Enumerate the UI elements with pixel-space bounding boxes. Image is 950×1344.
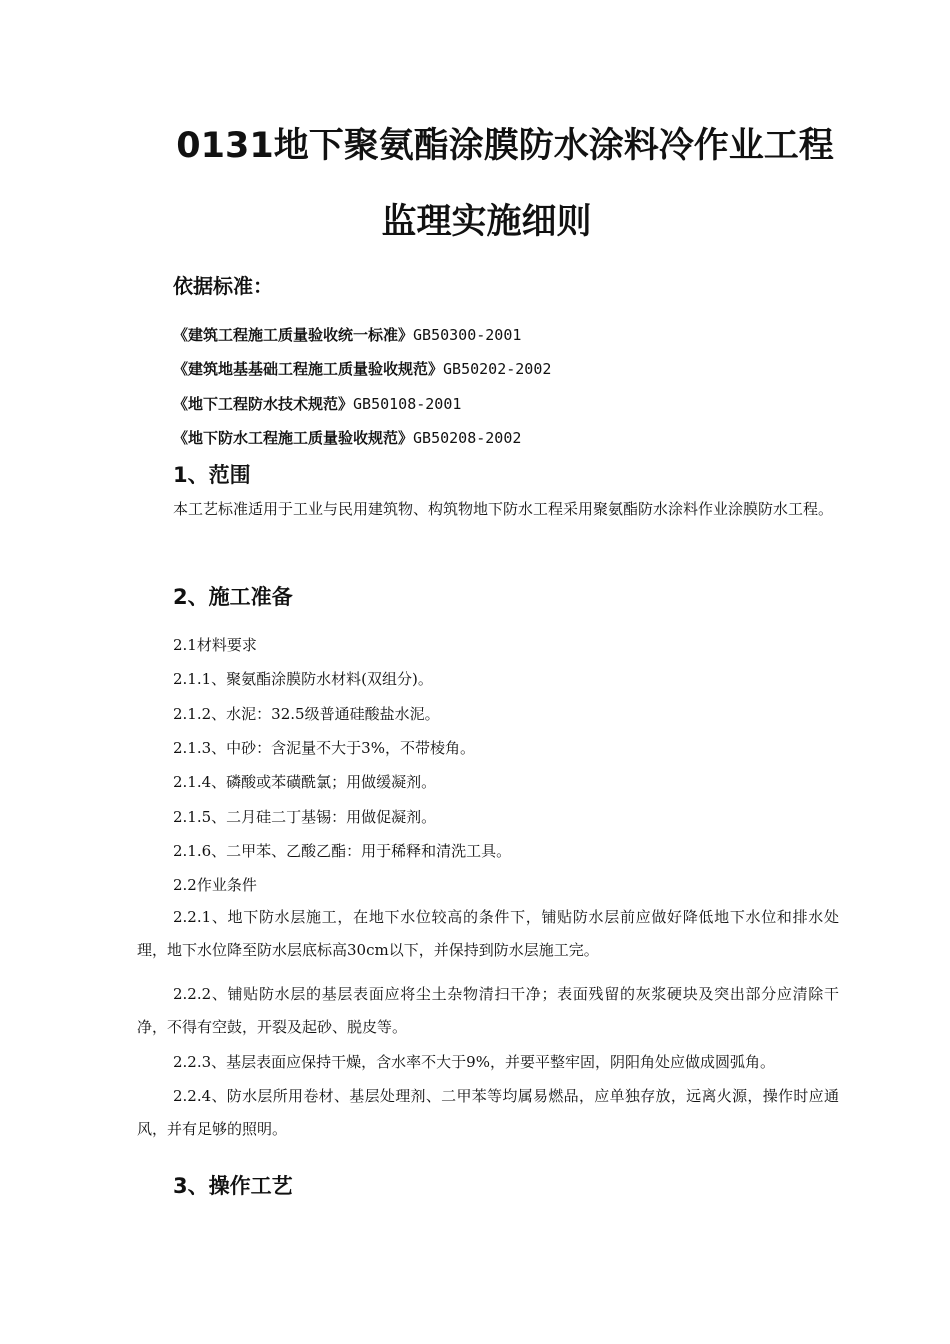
- section-heading-scope: 1、范围: [173, 463, 251, 487]
- standard-item: [173, 358, 551, 379]
- material-item: 2.1.1、聚氨酯涂膜防水材料(双组分)。: [173, 670, 433, 688]
- section-heading-preparation: 2、施工准备: [173, 585, 293, 609]
- standard-name: 《地下工程防水技术规范》: [173, 395, 354, 413]
- section-heading-operation: 3、操作工艺: [173, 1174, 293, 1198]
- material-item: 2.1.5、二月硅二丁基锡：用做促凝剂。: [173, 808, 437, 826]
- standard-name: 《建筑工程施工质量验收统一标准》: [173, 326, 414, 344]
- subsection-conditions: 2.2作业条件: [173, 876, 257, 894]
- scope-paragraph: 本工艺标准适用于工业与民用建筑物、构筑物地下防水工程采用聚氨酯防水涂料作业涂膜防水工程。: [173, 500, 834, 518]
- material-item: 2.1.6、二甲苯、乙酸乙酯：用于稀释和清洗工具。: [173, 842, 512, 860]
- standard-code: GB50300-2001: [413, 326, 522, 344]
- standard-item: [173, 324, 521, 345]
- subsection-materials: 2.1材料要求: [173, 636, 257, 654]
- standard-code: GB50208-2002: [413, 429, 522, 447]
- document-title-line2: 监理实施细则: [381, 202, 592, 242]
- condition-paragraph: 2.2.1、地下防水层施工，在地下水位较高的条件下，铺贴防水层前应做好降低地下水位和排水处理，地下水位降至防水层底标高30cm以下，并保持到防水层施工完。: [137, 908, 839, 959]
- condition-paragraph: 2.2.3、基层表面应保持干燥，含水率不大于9%，并要平整牢固，阴阳角处应做成圆弧角。: [173, 1053, 775, 1071]
- standard-item: [173, 393, 461, 414]
- document-title-line1: 0131地下聚氨酯涂膜防水涂料冷作业工程: [176, 126, 834, 166]
- condition-paragraph: 2.2.2、铺贴防水层的基层表面应将尘土杂物清扫干净；表面残留的灰浆硬块及突出部分应清除干净，不得有空鼓，开裂及起砂、脱皮等。: [137, 985, 839, 1036]
- standard-code: GB50202-2002: [443, 360, 552, 378]
- standard-item: [173, 427, 521, 448]
- condition-paragraph: 2.2.4、防水层所用卷材、基层处理剂、二甲苯等均属易燃品，应单独存放，远离火源，操作时应通风，并有足够的照明。: [137, 1087, 839, 1138]
- standard-code: GB50108-2001: [353, 395, 462, 413]
- standard-name: 《建筑地基基础工程施工质量验收规范》: [173, 360, 444, 378]
- basis-heading: 依据标准：: [173, 274, 273, 298]
- standard-name: 《地下防水工程施工质量验收规范》: [173, 429, 414, 447]
- material-item: 2.1.2、水泥：32.5级普通硅酸盐水泥。: [173, 705, 440, 723]
- material-item: 2.1.4、磷酸或苯磺酰氯；用做缓凝剂。: [173, 773, 437, 791]
- material-item: 2.1.3、中砂：含泥量不大于3%，不带棱角。: [173, 739, 475, 757]
